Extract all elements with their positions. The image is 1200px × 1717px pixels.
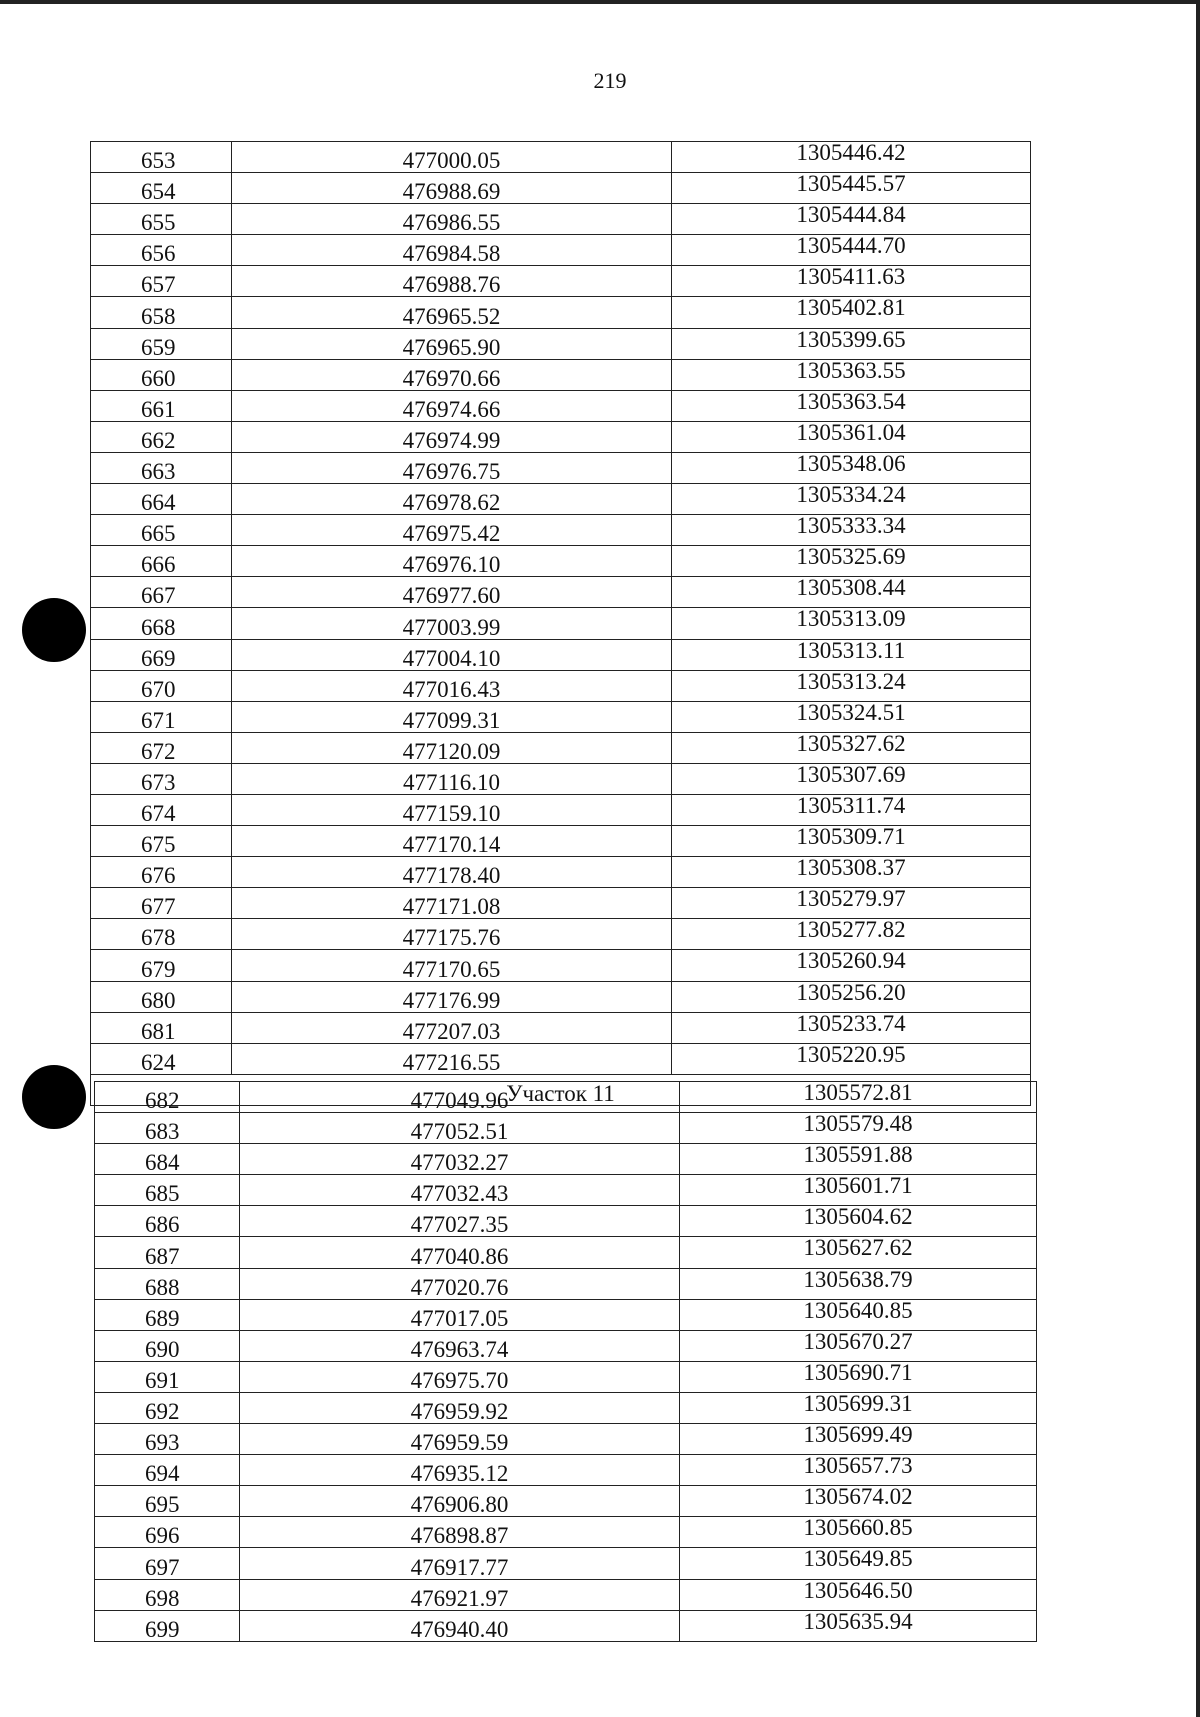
table-row (91, 981, 1031, 1012)
y-coordinate-cell: 1305670.27 (680, 1330, 1037, 1361)
y-coordinate-cell: 1305307.69 (672, 763, 1031, 794)
point-number-cell: 660 (91, 359, 232, 390)
point-number-cell: 655 (91, 204, 232, 235)
table-row (91, 701, 1031, 732)
table-row (91, 266, 1031, 297)
table-row (91, 484, 1031, 515)
y-coordinate-cell: 1305572.81 (680, 1082, 1037, 1113)
point-number-cell: 697 (95, 1548, 240, 1579)
table-row (95, 1144, 1037, 1175)
point-number-cell: 656 (91, 235, 232, 266)
y-coordinate-cell: 1305635.94 (680, 1610, 1037, 1641)
table-row (91, 235, 1031, 266)
y-coordinate-cell: 1305411.63 (672, 266, 1031, 297)
point-number-cell: 657 (91, 266, 232, 297)
table-row (91, 919, 1031, 950)
y-coordinate-cell: 1305446.42 (672, 142, 1031, 173)
point-number-cell: 693 (95, 1424, 240, 1455)
x-coordinate-cell: 476976.75 (232, 452, 672, 483)
point-number-cell: 674 (91, 794, 232, 825)
y-coordinate-cell: 1305674.02 (680, 1486, 1037, 1517)
point-number-cell: 654 (91, 173, 232, 204)
table-row (95, 1113, 1037, 1144)
point-number-cell: 681 (91, 1012, 232, 1043)
x-coordinate-cell: 476974.66 (232, 390, 672, 421)
point-number-cell: 665 (91, 515, 232, 546)
table-row (91, 1043, 1031, 1074)
table-row (91, 546, 1031, 577)
coordinates-table-upper (90, 141, 1031, 1106)
table-row (91, 297, 1031, 328)
point-number-cell: 686 (95, 1206, 240, 1237)
y-coordinate-cell: 1305348.06 (672, 452, 1031, 483)
point-number-cell: 658 (91, 297, 232, 328)
point-number-cell: 685 (95, 1175, 240, 1206)
point-number-cell: 624 (91, 1043, 232, 1074)
y-coordinate-cell: 1305627.62 (680, 1237, 1037, 1268)
x-coordinate-cell: 476978.62 (232, 484, 672, 515)
table-row (95, 1206, 1037, 1237)
y-coordinate-cell: 1305333.34 (672, 515, 1031, 546)
x-coordinate-cell: 476940.40 (240, 1610, 680, 1641)
point-number-cell: 691 (95, 1361, 240, 1392)
x-coordinate-cell: 477216.55 (232, 1043, 672, 1074)
y-coordinate-cell: 1305649.85 (680, 1548, 1037, 1579)
point-number-cell: 688 (95, 1268, 240, 1299)
x-coordinate-cell: 476935.12 (240, 1455, 680, 1486)
x-coordinate-cell: 477120.09 (232, 732, 672, 763)
table-row (95, 1579, 1037, 1610)
y-coordinate-cell: 1305646.50 (680, 1579, 1037, 1610)
x-coordinate-cell: 476977.60 (232, 577, 672, 608)
x-coordinate-cell: 477049.96 (240, 1082, 680, 1113)
y-coordinate-cell: 1305657.73 (680, 1455, 1037, 1486)
point-number-cell: 692 (95, 1392, 240, 1423)
table-row (95, 1455, 1037, 1486)
table-row (91, 390, 1031, 421)
point-number-cell: 680 (91, 981, 232, 1012)
y-coordinate-cell: 1305309.71 (672, 826, 1031, 857)
y-coordinate-cell: 1305334.24 (672, 484, 1031, 515)
y-coordinate-cell: 1305699.49 (680, 1424, 1037, 1455)
y-coordinate-cell: 1305256.20 (672, 981, 1031, 1012)
x-coordinate-cell: 476976.10 (232, 546, 672, 577)
y-coordinate-cell: 1305699.31 (680, 1392, 1037, 1423)
table-row (95, 1268, 1037, 1299)
y-coordinate-cell: 1305444.70 (672, 235, 1031, 266)
y-coordinate-cell: 1305311.74 (672, 794, 1031, 825)
y-coordinate-cell: 1305579.48 (680, 1113, 1037, 1144)
x-coordinate-cell: 477170.65 (232, 950, 672, 981)
y-coordinate-cell: 1305325.69 (672, 546, 1031, 577)
table-row (91, 142, 1031, 173)
x-coordinate-cell: 476970.66 (232, 359, 672, 390)
point-number-cell: 663 (91, 452, 232, 483)
y-coordinate-cell: 1305445.57 (672, 173, 1031, 204)
table-row (95, 1517, 1037, 1548)
point-number-cell: 677 (91, 888, 232, 919)
x-coordinate-cell: 476965.52 (232, 297, 672, 328)
table-row (91, 888, 1031, 919)
table-row (91, 173, 1031, 204)
y-coordinate-cell: 1305313.24 (672, 670, 1031, 701)
x-coordinate-cell: 476974.99 (232, 421, 672, 452)
table-row (95, 1175, 1037, 1206)
table-row (95, 1392, 1037, 1423)
x-coordinate-cell: 476965.90 (232, 328, 672, 359)
table-row (91, 1012, 1031, 1043)
point-number-cell: 687 (95, 1237, 240, 1268)
y-coordinate-cell: 1305313.11 (672, 639, 1031, 670)
x-coordinate-cell: 476988.76 (232, 266, 672, 297)
x-coordinate-cell: 477016.43 (232, 670, 672, 701)
table-row (91, 204, 1031, 235)
y-coordinate-cell: 1305638.79 (680, 1268, 1037, 1299)
y-coordinate-cell: 1305601.71 (680, 1175, 1037, 1206)
x-coordinate-cell: 477175.76 (232, 919, 672, 950)
point-number-cell: 694 (95, 1455, 240, 1486)
y-coordinate-cell: 1305324.51 (672, 701, 1031, 732)
table-row (91, 359, 1031, 390)
table-row (91, 577, 1031, 608)
x-coordinate-cell: 476917.77 (240, 1548, 680, 1579)
y-coordinate-cell: 1305327.62 (672, 732, 1031, 763)
table-row (91, 732, 1031, 763)
x-coordinate-cell: 477099.31 (232, 701, 672, 732)
point-number-cell: 661 (91, 390, 232, 421)
x-coordinate-cell: 477040.86 (240, 1237, 680, 1268)
section-title: Участок 11 (91, 1074, 1031, 1105)
table-row (91, 857, 1031, 888)
table-row (95, 1330, 1037, 1361)
table-row (91, 515, 1031, 546)
x-coordinate-cell: 477003.99 (232, 608, 672, 639)
x-coordinate-cell: 476959.59 (240, 1424, 680, 1455)
table-row (91, 670, 1031, 701)
point-number-cell: 678 (91, 919, 232, 950)
table-row (95, 1361, 1037, 1392)
table-row (91, 950, 1031, 981)
point-number-cell: 684 (95, 1144, 240, 1175)
y-coordinate-cell: 1305444.84 (672, 204, 1031, 235)
table-row (95, 1486, 1037, 1517)
x-coordinate-cell: 476959.92 (240, 1392, 680, 1423)
x-coordinate-cell: 477176.99 (232, 981, 672, 1012)
point-number-cell: 682 (95, 1082, 240, 1113)
y-coordinate-cell: 1305279.97 (672, 888, 1031, 919)
x-coordinate-cell: 477020.76 (240, 1268, 680, 1299)
y-coordinate-cell: 1305313.09 (672, 608, 1031, 639)
point-number-cell: 675 (91, 826, 232, 857)
point-number-cell: 653 (91, 142, 232, 173)
y-coordinate-cell: 1305690.71 (680, 1361, 1037, 1392)
punch-hole-mark (22, 598, 86, 662)
y-coordinate-cell: 1305591.88 (680, 1144, 1037, 1175)
y-coordinate-cell: 1305363.55 (672, 359, 1031, 390)
x-coordinate-cell: 476898.87 (240, 1517, 680, 1548)
x-coordinate-cell: 476921.97 (240, 1579, 680, 1610)
y-coordinate-cell: 1305640.85 (680, 1299, 1037, 1330)
y-coordinate-cell: 1305277.82 (672, 919, 1031, 950)
x-coordinate-cell: 477171.08 (232, 888, 672, 919)
point-number-cell: 664 (91, 484, 232, 515)
point-number-cell: 662 (91, 421, 232, 452)
y-coordinate-cell: 1305233.74 (672, 1012, 1031, 1043)
x-coordinate-cell: 477004.10 (232, 639, 672, 670)
x-coordinate-cell: 477116.10 (232, 763, 672, 794)
y-coordinate-cell: 1305308.37 (672, 857, 1031, 888)
table-row (95, 1237, 1037, 1268)
point-number-cell: 672 (91, 732, 232, 763)
x-coordinate-cell: 476963.74 (240, 1330, 680, 1361)
table-row (95, 1082, 1037, 1113)
x-coordinate-cell: 477052.51 (240, 1113, 680, 1144)
coordinates-table-body (95, 1082, 1037, 1642)
x-coordinate-cell: 477032.27 (240, 1144, 680, 1175)
point-number-cell: 673 (91, 763, 232, 794)
table-row (91, 639, 1031, 670)
table-row (95, 1610, 1037, 1641)
x-coordinate-cell: 477017.05 (240, 1299, 680, 1330)
y-coordinate-cell: 1305399.65 (672, 328, 1031, 359)
table-row (91, 328, 1031, 359)
y-coordinate-cell: 1305260.94 (672, 950, 1031, 981)
table-row (91, 794, 1031, 825)
point-number-cell: 667 (91, 577, 232, 608)
x-coordinate-cell: 477207.03 (232, 1012, 672, 1043)
table-row (91, 763, 1031, 794)
table-row (95, 1299, 1037, 1330)
y-coordinate-cell: 1305308.44 (672, 577, 1031, 608)
coordinates-table-lower (94, 1081, 1037, 1642)
table-row (95, 1548, 1037, 1579)
y-coordinate-cell: 1305361.04 (672, 421, 1031, 452)
x-coordinate-cell: 476906.80 (240, 1486, 680, 1517)
point-number-cell: 659 (91, 328, 232, 359)
point-number-cell: 670 (91, 670, 232, 701)
point-number-cell: 679 (91, 950, 232, 981)
point-number-cell: 683 (95, 1113, 240, 1144)
y-coordinate-cell: 1305660.85 (680, 1517, 1037, 1548)
y-coordinate-cell: 1305363.54 (672, 390, 1031, 421)
point-number-cell: 668 (91, 608, 232, 639)
x-coordinate-cell: 476975.42 (232, 515, 672, 546)
point-number-cell: 689 (95, 1299, 240, 1330)
x-coordinate-cell: 477000.05 (232, 142, 672, 173)
x-coordinate-cell: 477170.14 (232, 826, 672, 857)
point-number-cell: 671 (91, 701, 232, 732)
page-number: 219 (593, 68, 627, 93)
point-number-cell: 695 (95, 1486, 240, 1517)
x-coordinate-cell: 476986.55 (232, 204, 672, 235)
table-row (91, 608, 1031, 639)
point-number-cell: 666 (91, 546, 232, 577)
table-row (91, 421, 1031, 452)
table-row (91, 452, 1031, 483)
x-coordinate-cell: 476984.58 (232, 235, 672, 266)
point-number-cell: 699 (95, 1610, 240, 1641)
x-coordinate-cell: 477159.10 (232, 794, 672, 825)
point-number-cell: 698 (95, 1579, 240, 1610)
x-coordinate-cell: 477032.43 (240, 1175, 680, 1206)
y-coordinate-cell: 1305604.62 (680, 1206, 1037, 1237)
coordinates-table-body (91, 142, 1031, 1106)
point-number-cell: 676 (91, 857, 232, 888)
table-row (91, 826, 1031, 857)
punch-hole-mark (22, 1065, 86, 1129)
point-number-cell: 696 (95, 1517, 240, 1548)
point-number-cell: 669 (91, 639, 232, 670)
x-coordinate-cell: 476975.70 (240, 1361, 680, 1392)
table-row (95, 1424, 1037, 1455)
point-number-cell: 690 (95, 1330, 240, 1361)
x-coordinate-cell: 476988.69 (232, 173, 672, 204)
y-coordinate-cell: 1305402.81 (672, 297, 1031, 328)
y-coordinate-cell: 1305220.95 (672, 1043, 1031, 1074)
x-coordinate-cell: 477027.35 (240, 1206, 680, 1237)
x-coordinate-cell: 477178.40 (232, 857, 672, 888)
